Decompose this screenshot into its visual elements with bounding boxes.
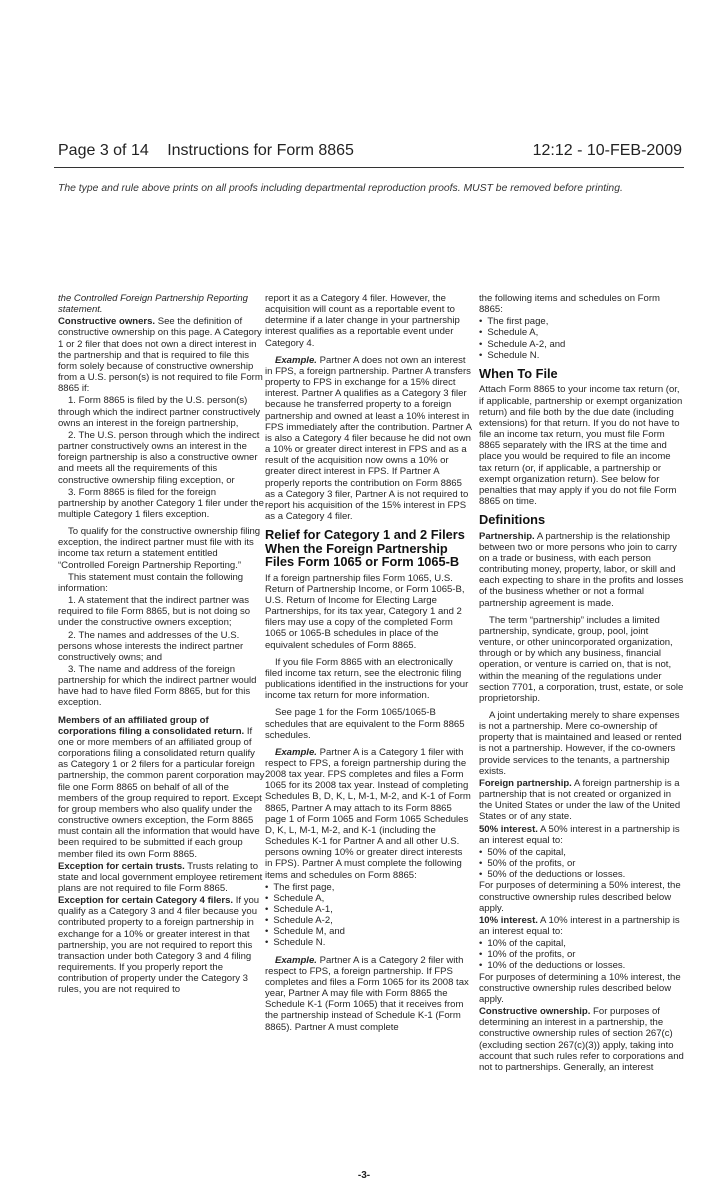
- run-in-heading: 50% interest.: [479, 823, 538, 835]
- list-item: • Schedule M, and: [265, 926, 472, 937]
- paragraph: 2. The names and addresses of the U.S. persons whose interests the indirect partner constructively owns; and: [58, 629, 244, 663]
- paragraph: [479, 824, 684, 846]
- bullet-list: [479, 847, 684, 880]
- paragraph-text: A partnership is the relationship between two or more persons who join to carry on a trade or business, with each person contributing money, property, labor, or skill and each expecting to share in the profits and losses of the business whether or not a formal partnership agreement is made.: [479, 530, 684, 609]
- bullet-list: [265, 882, 472, 949]
- list-item: • Schedule A,: [479, 327, 684, 338]
- list-item: • Schedule N.: [265, 937, 472, 948]
- column-2: [265, 293, 472, 1034]
- bullet-list: [479, 316, 684, 361]
- list-item: • Schedule A-2, and: [479, 339, 684, 350]
- paragraph: If a foreign partnership files Form 1065, U.S. Return of Partnership Income, or Form 1065-B, U.S. Return of Income for Electing Large Partnerships, for its tax year, Category 1 and 2 filers may use a copy of the completed Form 1065 or 1065-B schedules in place of the equivalent schedules of Form 8865.: [265, 572, 465, 651]
- paragraph-text: Partner A is a Category 1 filer with respect to FPS, a foreign partnership during the 2008 tax year. FPS completes and files a Form 1065 for its 2008 tax year. Instead of completing Schedules B, D, K, L, M-1, M-2, and K-1 of Form 8865, Partner A may attach to its Form 8865 page 1 of Form 1065 and Form 1065 Schedules D, K, L, M-1, M-2, and K-1 (including the Schedules K-1 for Partner A and all other U.S. persons owning 10% or greater direct interests in FPS). Partner A must complete the following items and schedules on Form 8865:: [265, 746, 471, 881]
- run-in-heading: Exception for certain trusts.: [58, 860, 185, 872]
- list-item: • Schedule A-1,: [265, 904, 472, 915]
- list-item: • 10% of the capital,: [479, 938, 684, 949]
- paragraph: the following items and schedules on Form 8865:: [479, 293, 660, 316]
- paragraph-text: Partner A does not own an interest in FPS, a foreign partnership. Partner A transfers property to FPS in exchange for a 15% direct interest. Partner A qualifies as a Category 3 filer because he transferred property to a foreign partnership and owned at least a 10% interest in FPS immediately after the contribution. Partner A is also a Category 4 filer because he did not own a 10% or greater direct interest in FPS and as a result of the acquisition now owns a 10% or greater direct interest in FPS. If Partner A properly reports the contribution on Form 8865 as a Category 3 filer, Partner A is not required to report his acquisition of the 15% interest in FPS as a Category 4 filer.: [265, 354, 472, 522]
- paragraph: For purposes of determining a 10% interest, the constructive ownership rules described below apply.: [479, 971, 681, 1005]
- paragraph: [58, 895, 265, 995]
- paragraph: This statement must contain the following information:: [58, 571, 244, 594]
- list-item: • Schedule A,: [265, 893, 472, 904]
- paragraph: 2. The U.S. person through which the indirect partner constructively owns an interest in the foreign partnership is also a constructive owner and meets all the requirements of this constructive ownership filing exception, or: [58, 429, 260, 486]
- paragraph: If you file Form 8865 with an electronically filed income tax return, see the electronic filing publications identified in the instructions for your income tax return for more information.: [265, 656, 469, 702]
- paragraph: [58, 861, 265, 894]
- list-item: • 50% of the profits, or: [479, 858, 684, 869]
- paragraph: the Controlled Foreign Partnership Reporting statement.: [58, 293, 248, 316]
- paragraph: 1. A statement that the indirect partner was required to file Form 8865, but is not doing so under the constructive owners exception;: [58, 595, 251, 629]
- run-in-heading: Foreign partnership.: [479, 777, 572, 789]
- run-in-heading: Example.: [275, 954, 317, 966]
- paragraph-text: For purposes of determining an interest in a partnership, the constructive ownership rules of section 267(c) (excluding section 267(c)(3)) apply, taking into account that such rules refer to corporations and not to partnerships. Generally, an interest: [479, 1006, 684, 1073]
- run-in-heading: Constructive ownership.: [479, 1006, 591, 1018]
- paragraph: The term “partnership” includes a limited partnership, syndicate, group, pool, joint venture, or other unincorporated organization, through or by which any business, financial operation, or venture is carried on, that is not, within the meaning of the regulations under section 7701, a corporation, trust, estate, or sole proprietorship.: [479, 614, 684, 704]
- column-3: [479, 293, 684, 1074]
- run-in-heading: Exception for certain Category 4 filers.: [58, 895, 234, 907]
- page-number: -3-: [357, 1170, 371, 1181]
- header-left: [58, 142, 354, 160]
- list-item: • The first page,: [265, 882, 472, 893]
- run-in-heading: Partnership.: [479, 530, 535, 542]
- paragraph: [265, 747, 472, 881]
- header-title: Instructions for Form 8865: [167, 142, 354, 159]
- paragraph: For purposes of determining a 50% interest, the constructive ownership rules described below apply.: [479, 880, 681, 914]
- section-heading: Relief for Category 1 and 2 Filers When the Foreign Partnership Files Form 1065 or Form 1065-B: [265, 527, 465, 570]
- paragraph: See page 1 for the Form 1065/1065-B schedules that are equivalent to the Form 8865 schedules.: [265, 707, 465, 741]
- list-item: • Schedule A-2,: [265, 915, 472, 926]
- page-header: [58, 142, 682, 160]
- section-heading: When To File: [479, 365, 558, 381]
- paragraph: A joint undertaking merely to share expenses is not a partnership. Mere co-ownership of property that is maintained and leased or rented is not a partnership. However, if the co-owners provide services to the tenants, a partnership exists.: [479, 710, 682, 777]
- paragraph: [479, 531, 684, 609]
- paragraph-text: A 50% interest in a partnership is an interest equal to:: [479, 823, 680, 846]
- run-in-heading: Example.: [275, 746, 317, 758]
- run-in-heading: Example.: [275, 354, 317, 366]
- paragraph-text: Trusts relating to state and local government employee retirement plans are not required to file Form 8865.: [58, 860, 263, 894]
- paragraph: [479, 778, 684, 823]
- paragraph: [265, 955, 472, 1033]
- list-item: • 10% of the deductions or losses.: [479, 960, 684, 971]
- paragraph: Attach Form 8865 to your income tax return (or, if applicable, partnership or exempt organization return) and file both by the due date (including extensions) for that return. If you do not have to file an income tax return, you must file Form 8865 separately with the IRS at the time and place you would be required to file an income tax return (or, if applicable, a partnership or exempt organization return). See below for penalties that may apply if you do not file Form 8865 on time.: [479, 384, 683, 507]
- header-datetime: 12:12 - 10-FEB-2009: [532, 142, 682, 159]
- header-page-count: Page 3 of 14: [58, 142, 149, 159]
- column-1: [58, 293, 265, 997]
- paragraph: [58, 316, 265, 394]
- run-in-heading: Members of an affiliated group of corporations filing a consolidated return.: [58, 714, 245, 737]
- paragraph: 1. Form 8865 is filed by the U.S. person(s) through which the indirect partner constructively owns an interest in the foreign partnership,: [58, 395, 261, 429]
- proof-note: The type and rule above prints on all proofs including departmental reproduction proofs. MUST be removed before printing.: [58, 183, 623, 194]
- list-item: • 50% of the capital,: [479, 847, 684, 858]
- header-rule: [54, 167, 684, 168]
- list-item: • 10% of the profits, or: [479, 949, 684, 960]
- paragraph: [479, 1006, 684, 1073]
- run-in-heading: Constructive owners.: [58, 316, 156, 328]
- paragraph: [265, 355, 472, 522]
- list-item: • The first page,: [479, 316, 684, 327]
- paragraph-text: Partner A is a Category 2 filer with respect to FPS, a foreign partnership. If FPS completes and files a Form 1065 for its 2008 tax year, Partner A may file with Form 8865 the Schedule K-1 (Form 1065) that it receives from the partnership instead of Schedule K-1 (Form 8865). Partner A must complete: [265, 954, 469, 1033]
- paragraph-text: If one or more members of an affiliated group of corporations filing a consolidated return qualify as Category 1 or 2 filers for a particular foreign partnership, the common parent corporation may file one Form 8865 on behalf of all of the members of the group required to report. Except for group members who also qualify under the constructive owners exception, the Form 8865 must contain all the information that would have been required to be submitted if each group member filed its own Form 8865.: [58, 725, 265, 860]
- paragraph: 3. The name and address of the foreign partnership for which the indirect partner would have had to have filed Form 8865, but for this exception.: [58, 664, 257, 709]
- list-item: • 50% of the deductions or losses.: [479, 869, 684, 880]
- bullet-list: [479, 938, 684, 971]
- paragraph: To qualify for the constructive ownership filing exception, the indirect partner must file with its income tax return a statement entitled “Controlled Foreign Partnership Reporting.”: [58, 526, 261, 571]
- section-heading: Definitions: [479, 512, 546, 528]
- paragraph: report it as a Category 4 filer. However, the acquisition will count as a reportable event to determine if a later change in your partnership interest qualifies as a reportable event under Category 4.: [265, 293, 460, 349]
- paragraph: 3. Form 8865 is filed for the foreign partnership by another Category 1 filer under the multiple Category 1 filers exception.: [58, 486, 264, 520]
- paragraph-text: A 10% interest in a partnership is an interest equal to:: [479, 914, 680, 937]
- paragraph-text: See the definition of constructive ownership on this page. A Category 1 or 2 filer that does not own a direct interest in the partnership and that is required to file this form solely because of constructive ownership from a U.S. person(s) is not required to file Form 8865 if:: [58, 316, 263, 395]
- paragraph-text: A foreign partnership is a partnership that is not created or organized in the United States or under the law of the United States or of any state.: [479, 777, 681, 823]
- run-in-heading: 10% interest.: [479, 914, 538, 926]
- paragraph: [479, 915, 684, 937]
- paragraph-text: If you qualify as a Category 3 and 4 filer because you contributed property to a foreign partnership in exchange for a 10% or greater interest in that partnership, you are not required to report this transaction under both Category 3 and 4 filing requirements. If you properly report the contribution of property under the Category 3 rules, you are not required to: [58, 895, 260, 996]
- paragraph: [58, 715, 265, 860]
- list-item: • Schedule N.: [479, 350, 684, 361]
